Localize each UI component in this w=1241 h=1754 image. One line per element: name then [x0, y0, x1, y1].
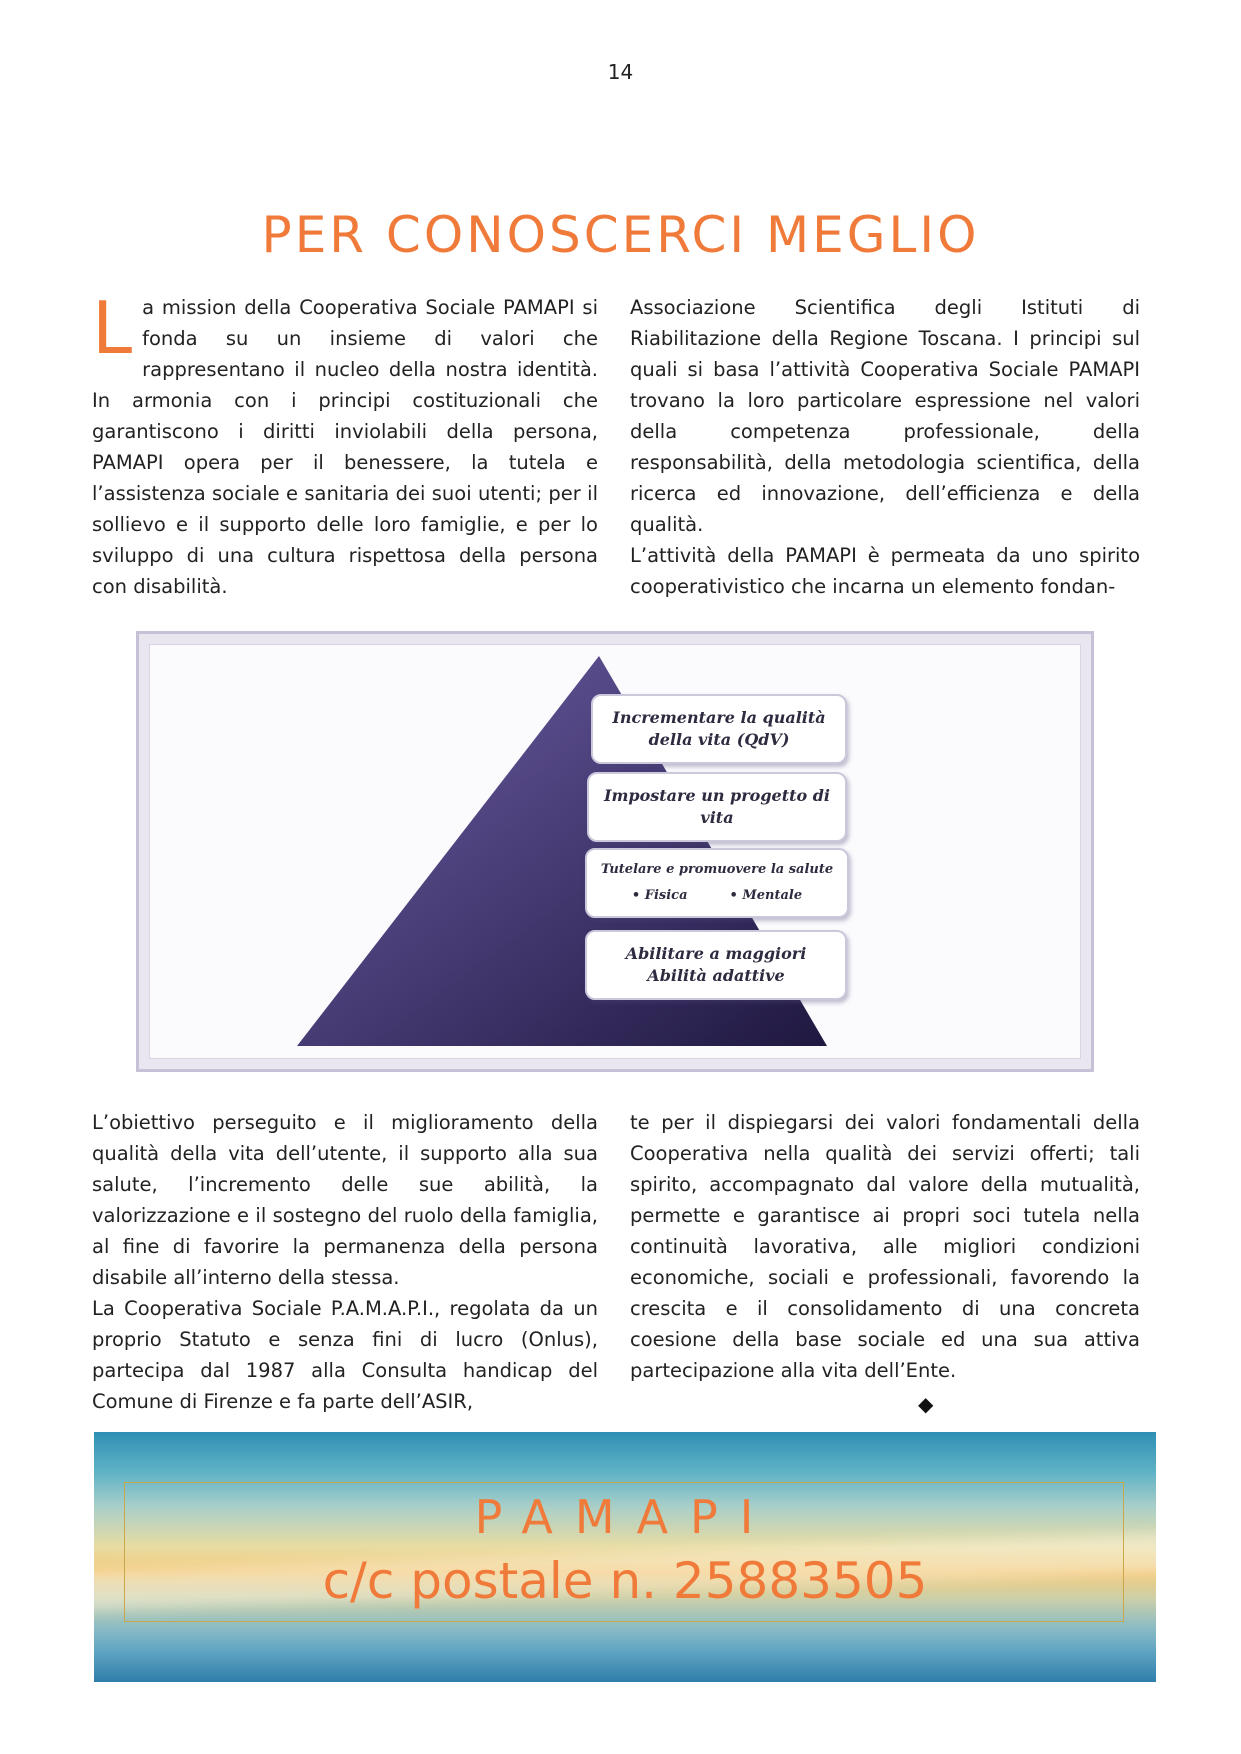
- end-of-article-diamond-icon: ◆: [918, 1392, 934, 1416]
- article-paragraph: L’obiettivo perseguito e il miglioramento della qualità della vita dell’utente, il supporto alla sua salute, l’incremento delle sue abilità, la valorizzazione e il sostegno del ruolo della famiglia, al fine di favorire la permanenza della persona disabile all’interno della stessa.: [92, 1111, 598, 1289]
- pyramid-level-text: Abilitare a maggiori: [625, 944, 807, 963]
- banner-postal-account: c/c postale n. 25883505: [322, 1552, 928, 1610]
- article-paragraph: La Cooperativa Sociale P.A.M.A.P.I., regolata da un proprio Statuto e senza fini di lucro (Onlus), partecipa dal 1987 alla Consulta handicap del Comune di Firenze e fa parte dell’ASIR,: [92, 1297, 598, 1413]
- article-column-3: [92, 1107, 598, 1417]
- banner-organization-name: PAMAPI: [474, 1490, 776, 1544]
- page-title: PER CONOSCERCI MEGLIO: [261, 205, 980, 264]
- article-column-1: [92, 286, 598, 602]
- page-number: 14: [607, 60, 634, 84]
- pyramid-level-text: Tutelare e promuovere la salute: [600, 862, 834, 877]
- drop-cap: L: [92, 286, 133, 370]
- pyramid-level-text: della vita (QdV): [648, 730, 790, 749]
- pyramid-bullet: • Mentale: [730, 883, 803, 909]
- article-paragraph: L’attività della PAMAPI è permeata da uno spirito cooperativistico che incarna un elemento fondan-: [630, 544, 1140, 598]
- pyramid-bullets: [632, 883, 802, 909]
- pyramid-level-text: Incrementare la qualità: [612, 708, 826, 727]
- pyramid-level-2: [587, 772, 847, 842]
- pyramid-level-3: [585, 848, 849, 918]
- pyramid-level-1: [591, 694, 847, 764]
- paragraph-text: a mission della Cooperativa Sociale PAMAPI si fonda su un insieme di valori che rappresentano il nucleo della nostra identità. In armonia con i principi costituzionali che garantiscono i diritti inviolabili della persona, PAMAPI opera per il benessere, la tutela e l’assistenza sociale e sanitaria dei suoi utenti; per il sollievo e il supporto delle loro famiglie, e per lo sviluppo di una cultura rispettosa della persona con disabilità.: [92, 296, 598, 598]
- pyramid-figure: [136, 631, 1094, 1072]
- article-column-4: [630, 1107, 1140, 1386]
- article-column-2: [630, 292, 1140, 602]
- article-paragraph: Associazione Scientifica degli Istituti di Riabilitazione della Regione Toscana. I principi sul quali si basa l’attività Cooperativa Sociale PAMAPI trovano la loro particolare espressione nel valori della competenza professionale, della responsabilità, della metodologia scientifica, della ricerca ed innovazione, dell’efficienza e della qualità.: [630, 296, 1140, 536]
- pyramid-level-4: [585, 930, 847, 1000]
- article-paragraph: te per il dispiegarsi dei valori fondamentali della Cooperativa nella qualità dei servizi offerti; tali spirito, accompagnato dal valore della mutualità, permette e garantisce ai propri soci tutela nella continuità lavorativa, alle migliori condizioni economiche, sociali e professionali, favorendo la crescita e il consolidamento di una concreta coesione della base sociale ed una sua attiva partecipazione alla vita dell’Ente.: [630, 1111, 1140, 1382]
- pyramid-level-text: Abilità adattive: [647, 966, 785, 985]
- pyramid-level-text: vita: [700, 808, 734, 827]
- donation-banner: [94, 1432, 1156, 1682]
- pyramid-bullet: • Fisica: [632, 883, 688, 909]
- pyramid-level-text: Impostare un progetto di: [604, 786, 830, 805]
- article-paragraph: [92, 286, 598, 602]
